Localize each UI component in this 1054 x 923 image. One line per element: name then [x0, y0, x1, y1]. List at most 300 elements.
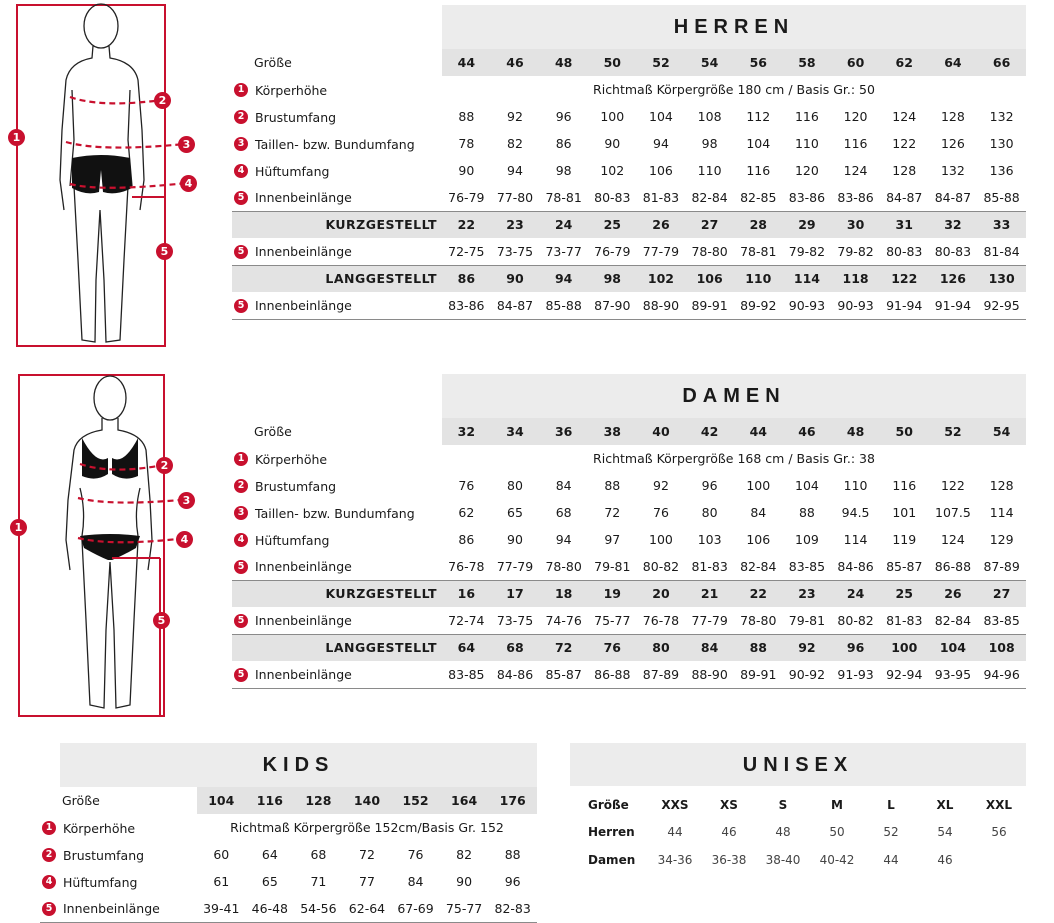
number-badge: 4	[42, 875, 56, 889]
value-cell: 92	[653, 478, 669, 493]
value-cell: 68	[310, 847, 327, 862]
size-cell: 16	[442, 580, 491, 607]
value-cell: 62-64	[343, 895, 392, 922]
value-cell: 124	[892, 109, 917, 124]
value-cell: 132	[989, 109, 1014, 124]
size-cell: 94	[539, 265, 588, 292]
value-cell: 87-89	[983, 558, 1020, 574]
value-cell: 46-48	[246, 895, 295, 922]
size-cell: 29	[783, 211, 832, 238]
value-cell: 88-90	[637, 292, 686, 319]
damen-row-koerperhoehe	[232, 445, 1026, 472]
damen-marker-3: 3	[178, 492, 195, 509]
size-cell: 22	[734, 580, 783, 607]
size-cell: 140	[343, 787, 392, 814]
value-cell: 132	[940, 163, 965, 178]
kids-row-koerperhoehe	[40, 814, 537, 841]
herren-lang-innenbein	[232, 292, 1026, 319]
damen-marker-5: 5	[153, 612, 170, 629]
value-cell: 84-87	[934, 189, 972, 205]
size-cell: 110	[734, 265, 783, 292]
value-cell: 120	[843, 109, 868, 124]
damen-kurz-innenbein	[232, 607, 1026, 634]
value-cell: 46	[937, 853, 953, 867]
value-cell: 79-81	[788, 612, 826, 628]
value-cell: 71	[310, 874, 327, 889]
kids-title: KIDS	[60, 743, 537, 787]
value-cell: 78	[458, 136, 475, 151]
value-cell: 83-85	[983, 612, 1020, 628]
value-cell: 124	[940, 532, 965, 547]
size-cell: 28	[734, 211, 783, 238]
row-label: Herren	[588, 825, 635, 839]
value-cell: 85-88	[539, 292, 588, 319]
row-label: Körperhöhe	[255, 82, 328, 98]
size-cell: 31	[880, 211, 929, 238]
herren-lang-header	[232, 265, 1026, 292]
value-cell: 85-87	[539, 661, 588, 688]
size-label: Größe	[588, 798, 629, 812]
value-cell: 54	[937, 825, 953, 839]
value-cell: 94	[507, 163, 523, 178]
size-cell: 44	[734, 418, 783, 445]
value-cell: 80-82	[837, 612, 874, 628]
size-cell: XXL	[985, 798, 1013, 812]
herren-row-innenbein	[232, 184, 1026, 211]
herren-row-koerperhoehe	[232, 76, 1026, 103]
kids-row-brustumfang	[40, 841, 537, 868]
value-cell: 89-91	[685, 292, 734, 319]
value-cell: 75-77	[594, 612, 631, 628]
value-cell: 124	[843, 163, 868, 178]
size-cell: 114	[783, 265, 832, 292]
value-cell: 82-84	[934, 612, 972, 628]
value-cell: 81-84	[983, 243, 1020, 259]
value-cell: 83-85	[442, 661, 491, 688]
size-cell: 17	[491, 580, 540, 607]
number-badge: 5	[234, 560, 248, 574]
value-cell: 79-82	[837, 243, 874, 259]
value-cell: 73-77	[545, 243, 582, 259]
size-cell: L	[887, 798, 895, 812]
value-cell: 108	[697, 109, 722, 124]
damen-lang-innenbein	[232, 661, 1026, 688]
value-cell: 68	[555, 505, 572, 520]
value-cell: 130	[989, 136, 1014, 151]
value-cell: 74-76	[545, 612, 582, 628]
value-cell: 62	[458, 505, 475, 520]
number-badge: 4	[234, 533, 248, 547]
value-cell: 80	[507, 478, 523, 493]
value-cell: 106	[746, 532, 771, 547]
size-cell: 60	[831, 49, 880, 76]
size-cell: 92	[783, 634, 832, 661]
size-cell: 100	[880, 634, 929, 661]
size-cell: 32	[442, 418, 491, 445]
value-cell: 85-87	[886, 558, 923, 574]
size-cell: 52	[637, 49, 686, 76]
value-cell: 39-41	[197, 895, 246, 922]
value-cell: 114	[989, 505, 1014, 520]
value-cell: 56	[991, 825, 1007, 839]
size-cell: 98	[588, 265, 637, 292]
size-cell: 42	[685, 418, 734, 445]
value-cell: 92-95	[977, 292, 1026, 319]
value-cell: 73-75	[496, 612, 534, 628]
value-cell: 78-81	[545, 189, 582, 205]
value-cell: 92-94	[880, 661, 929, 688]
value-cell: 91-93	[831, 661, 880, 688]
herren-row-taille	[232, 130, 1026, 157]
kids-size-table	[40, 743, 537, 923]
size-cell: 58	[783, 49, 832, 76]
size-cell: 128	[294, 787, 343, 814]
value-cell: 77-79	[642, 243, 680, 259]
size-cell: 164	[440, 787, 489, 814]
value-cell: 44	[883, 853, 899, 867]
span-note: Richtmaß Körpergröße 180 cm / Basis Gr.: 50	[593, 82, 875, 97]
number-badge: 3	[234, 137, 248, 151]
number-badge: 5	[234, 299, 248, 313]
value-cell: 77-80	[496, 189, 534, 205]
value-cell: 46	[721, 825, 737, 839]
value-cell: 44	[667, 825, 683, 839]
damen-body-figure	[0, 370, 230, 720]
value-cell: 96	[504, 874, 521, 889]
number-badge: 4	[234, 164, 248, 178]
size-cell: XS	[720, 798, 738, 812]
row-label: Innenbeinlänge	[255, 244, 352, 260]
herren-marker-4: 4	[180, 175, 197, 192]
value-cell: 65	[507, 505, 523, 520]
size-cell: 25	[588, 211, 637, 238]
size-cell: 68	[491, 634, 540, 661]
size-cell: 122	[880, 265, 929, 292]
value-cell: 40-42	[819, 853, 855, 867]
value-cell: 50	[829, 825, 845, 839]
size-cell: 27	[685, 211, 734, 238]
value-cell: 78-80	[740, 612, 777, 628]
value-cell: 116	[794, 109, 819, 124]
value-cell: 109	[795, 532, 819, 547]
size-cell: 108	[977, 634, 1026, 661]
size-cell: 84	[685, 634, 734, 661]
value-cell: 90	[604, 136, 621, 151]
size-cell: 26	[637, 211, 686, 238]
value-cell: 104	[649, 109, 673, 124]
herren-marker-2: 2	[154, 92, 171, 109]
damen-row-taille	[232, 499, 1026, 526]
size-cell: 48	[831, 418, 880, 445]
value-cell: 84-86	[491, 661, 540, 688]
row-label: Körperhöhe	[63, 820, 136, 836]
size-label: Größe	[254, 424, 292, 439]
value-cell: 90	[507, 532, 523, 547]
value-cell: 77-79	[691, 612, 728, 628]
value-cell: 91-94	[880, 292, 929, 319]
size-cell: S	[778, 798, 788, 812]
size-cell: 34	[491, 418, 540, 445]
value-cell: 87-90	[588, 292, 637, 319]
value-cell: 78-81	[740, 243, 777, 259]
kids-row-innenbein	[40, 895, 537, 922]
value-cell: 90	[458, 163, 475, 178]
size-cell: 44	[442, 49, 491, 76]
size-cell: 46	[491, 49, 540, 76]
value-cell: 81-83	[691, 558, 728, 574]
size-cell: XXS	[661, 798, 689, 812]
value-cell: 94.5	[841, 505, 870, 520]
row-label: Innenbeinlänge	[255, 559, 352, 575]
row-label: Innenbeinlänge	[255, 667, 352, 683]
value-cell: 91-94	[929, 292, 978, 319]
herren-row-hueftumfang	[232, 157, 1026, 184]
value-cell: 98	[555, 163, 572, 178]
value-cell: 78-80	[691, 243, 728, 259]
size-cell: 72	[539, 634, 588, 661]
unisex-size-header-row	[570, 786, 1026, 818]
value-cell: 61	[213, 874, 230, 889]
value-cell: 107.5	[935, 505, 971, 520]
value-cell: 83-86	[788, 189, 826, 205]
size-cell: 18	[539, 580, 588, 607]
value-cell	[972, 846, 1026, 874]
value-cell: 82-85	[740, 189, 777, 205]
size-cell: 27	[977, 580, 1026, 607]
value-cell: 90-93	[783, 292, 832, 319]
size-cell: 86	[442, 265, 491, 292]
number-badge: 1	[234, 452, 248, 466]
value-cell: 104	[746, 136, 771, 151]
value-cell: 89-91	[734, 661, 783, 688]
value-cell: 84-87	[886, 189, 923, 205]
size-cell: 90	[491, 265, 540, 292]
damen-row-hueftumfang	[232, 526, 1026, 553]
value-cell: 82	[456, 847, 473, 862]
size-cell: 22	[442, 211, 491, 238]
herren-kurz-header	[232, 211, 1026, 238]
value-cell: 75-77	[440, 895, 489, 922]
size-cell: 116	[246, 787, 295, 814]
value-cell: 76	[458, 478, 475, 493]
size-cell: 50	[588, 49, 637, 76]
value-cell: 80-83	[594, 189, 631, 205]
value-cell: 86	[555, 136, 572, 151]
value-cell: 114	[843, 532, 868, 547]
value-cell: 72-74	[448, 612, 485, 628]
number-badge: 1	[42, 821, 56, 835]
value-cell: 96	[555, 109, 572, 124]
value-cell: 96	[701, 478, 718, 493]
size-cell: 80	[637, 634, 686, 661]
size-label: Größe	[62, 793, 100, 808]
value-cell: 122	[940, 478, 965, 493]
size-cell: 36	[539, 418, 588, 445]
size-cell: 152	[391, 787, 440, 814]
size-cell: 19	[588, 580, 637, 607]
value-cell: 88-90	[685, 661, 734, 688]
kids-row-hueftumfang	[40, 868, 537, 895]
langgestellt-label: LANGGESTELLT	[232, 634, 442, 661]
value-cell: 76	[653, 505, 669, 520]
value-cell: 128	[892, 163, 917, 178]
value-cell: 90-92	[783, 661, 832, 688]
value-cell: 84	[407, 874, 424, 889]
value-cell: 104	[795, 478, 819, 493]
size-cell: 102	[637, 265, 686, 292]
damen-size-table	[232, 374, 1026, 689]
value-cell: 34-36	[657, 853, 693, 867]
unisex-title: UNISEX	[570, 743, 1026, 786]
value-cell: 64	[261, 847, 278, 862]
value-cell: 36-38	[711, 853, 747, 867]
value-cell: 103	[697, 532, 722, 547]
value-cell: 78-80	[545, 558, 582, 574]
damen-row-innenbein	[232, 553, 1026, 580]
size-cell: 106	[685, 265, 734, 292]
size-cell: M	[831, 798, 843, 812]
size-cell: 46	[783, 418, 832, 445]
damen-row-brustumfang	[232, 472, 1026, 499]
value-cell: 80-83	[886, 243, 923, 259]
value-cell: 80	[701, 505, 718, 520]
value-cell: 60	[213, 847, 230, 862]
row-label: Brustumfang	[63, 847, 145, 863]
row-label: Innenbeinlänge	[255, 613, 352, 629]
row-label: Brustumfang	[255, 478, 337, 494]
size-cell: 48	[539, 49, 588, 76]
value-cell: 73-75	[496, 243, 534, 259]
value-cell: 72	[604, 505, 621, 520]
value-cell: 100	[746, 478, 771, 493]
value-cell: 80-83	[934, 243, 972, 259]
damen-marker-1: 1	[10, 519, 27, 536]
size-cell: 54	[977, 418, 1026, 445]
value-cell: 83-85	[788, 558, 826, 574]
value-cell: 82-84	[691, 189, 728, 205]
unisex-size-table	[570, 743, 1026, 874]
herren-kurz-innenbein	[232, 238, 1026, 265]
size-label: Größe	[254, 55, 292, 70]
damen-marker-2: 2	[156, 457, 173, 474]
herren-marker-1: 1	[8, 129, 25, 146]
size-cell: 26	[929, 580, 978, 607]
value-cell: 92	[507, 109, 523, 124]
value-cell: 65	[261, 874, 278, 889]
value-cell: 106	[649, 163, 673, 178]
size-cell: 21	[685, 580, 734, 607]
row-label: Körperhöhe	[255, 451, 328, 467]
value-cell: 100	[600, 109, 625, 124]
value-cell: 84-86	[837, 558, 874, 574]
value-cell: 93-95	[929, 661, 978, 688]
value-cell: 76-78	[642, 612, 680, 628]
size-cell: 126	[929, 265, 978, 292]
value-cell: 82	[507, 136, 523, 151]
value-cell: 88	[798, 505, 815, 520]
value-cell: 80-82	[642, 558, 680, 574]
value-cell: 72	[359, 847, 375, 862]
number-badge: 2	[234, 479, 248, 493]
number-badge: 5	[234, 191, 248, 205]
row-label: Damen	[588, 853, 636, 867]
value-cell: 77-79	[496, 558, 534, 574]
value-cell: 86	[458, 532, 475, 547]
size-cell: 23	[783, 580, 832, 607]
row-label: Innenbeinlänge	[255, 190, 352, 206]
size-cell: 62	[880, 49, 929, 76]
size-cell: 96	[831, 634, 880, 661]
value-cell: 128	[940, 109, 965, 124]
kurzgestellt-label: KURZGESTELLT	[232, 580, 442, 607]
row-label: Brustumfang	[255, 109, 337, 125]
number-badge: 5	[42, 902, 56, 916]
value-cell: 76-78	[448, 558, 485, 574]
damen-kurz-header	[232, 580, 1026, 607]
value-cell: 85-88	[983, 189, 1020, 205]
size-cell: 24	[831, 580, 880, 607]
size-cell: 40	[637, 418, 686, 445]
value-cell: 86-88	[934, 558, 972, 574]
value-cell: 94	[555, 532, 572, 547]
herren-body-figure	[0, 0, 230, 352]
row-label: Taillen- bzw. Bundumfang	[255, 505, 415, 521]
value-cell: 101	[892, 505, 917, 520]
value-cell: 82-84	[740, 558, 777, 574]
value-cell: 128	[989, 478, 1014, 493]
value-cell: 83-86	[837, 189, 874, 205]
value-cell: 79-82	[788, 243, 826, 259]
value-cell: 116	[746, 163, 771, 178]
damen-lang-header	[232, 634, 1026, 661]
kurzgestellt-label: KURZGESTELLT	[232, 211, 442, 238]
size-cell: 118	[831, 265, 880, 292]
value-cell: 120	[794, 163, 819, 178]
value-cell: 97	[604, 532, 621, 547]
span-note: Richtmaß Körpergröße 168 cm / Basis Gr.: 38	[593, 451, 875, 466]
value-cell: 90-93	[831, 292, 880, 319]
damen-size-header-row	[232, 418, 1026, 445]
size-cell: 24	[539, 211, 588, 238]
value-cell: 84-87	[491, 292, 540, 319]
size-cell: 76	[588, 634, 637, 661]
herren-title: HERREN	[442, 5, 1026, 49]
value-cell: 110	[843, 478, 868, 493]
number-badge: 5	[234, 668, 248, 682]
number-badge: 2	[42, 848, 56, 862]
value-cell: 76-79	[448, 189, 485, 205]
value-cell: 76-79	[594, 243, 631, 259]
value-cell: 136	[989, 163, 1014, 178]
size-cell: 20	[637, 580, 686, 607]
size-cell: 30	[831, 211, 880, 238]
value-cell: 112	[746, 109, 771, 124]
damen-title: DAMEN	[442, 374, 1026, 418]
value-cell: 84	[750, 505, 767, 520]
size-cell: 64	[929, 49, 978, 76]
number-badge: 5	[234, 245, 248, 259]
value-cell: 72-75	[448, 243, 485, 259]
value-cell: 129	[989, 532, 1014, 547]
herren-size-table	[232, 5, 1026, 320]
unisex-row-damen	[570, 846, 1026, 874]
size-cell: 23	[491, 211, 540, 238]
size-cell: 88	[734, 634, 783, 661]
unisex-row-herren	[570, 818, 1026, 846]
value-cell: 110	[697, 163, 722, 178]
value-cell: 94-96	[977, 661, 1026, 688]
value-cell: 110	[794, 136, 819, 151]
